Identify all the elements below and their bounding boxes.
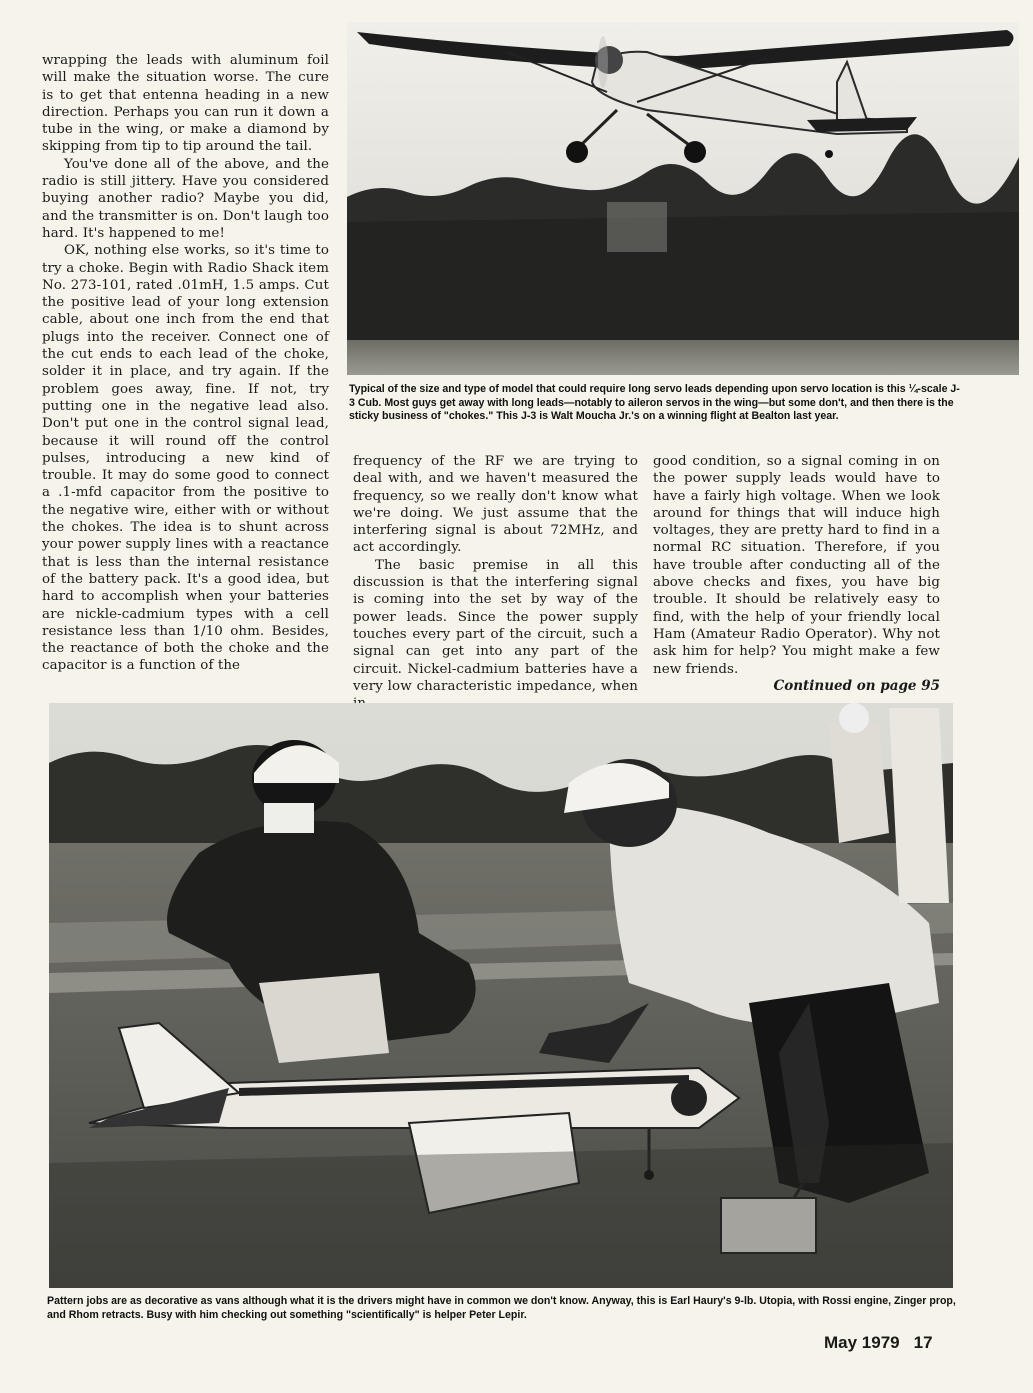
continued-on-label: Continued on page 95 [773, 678, 940, 694]
j3-cub-photo [347, 22, 1019, 375]
page-footer [824, 1333, 933, 1353]
article-column-1 [42, 52, 329, 675]
paragraph: wrapping the leads with aluminum foil will make the situation worse. The cure is to get that entenna heading in a new direction. Perhaps you can run it down a tube in the wing, or make a diamond by skipping from tip to tip around the tail. [42, 53, 329, 155]
pattern-plane-photo-caption: Pattern jobs are as decorative as vans although what it is the drivers might have in common we don't know. Anyway, this is Earl Haury's 9-lb. Utopia, with Rossi engine, Zinger prop, and Rhom retracts. Busy with him checking out something "scientifically" is helper Peter Lepir. [47, 1295, 956, 1321]
pattern-plane-photo-illustration [49, 703, 953, 1288]
pattern-plane-photo [49, 703, 953, 1288]
paragraph: You've done all of the above, and the radio is still jittery. Have you considered buying another radio? Maybe you did, and the transmitter is on. Don't laugh too hard. It's happened to me! [42, 156, 329, 241]
paragraph: OK, nothing else works, so it's time to try a choke. Begin with Radio Shack item No. 273-101, rated .01mH, 1.5 amps. Cut the positive lead of your long extension cable, about one inch from the end that plugs into the receiver. Connect one of the cut ends to each lead of the choke, solder it in place, and try again. If the problem goes away, fine. If not, try putting one in the negative lead also. Don't put one in the control signal lead, because it will round off the control pulses, introducing a new kind of trouble. It may do some good to connect a .1-mfd capacitor from the positive to the negative wire, either with or without the chokes. The idea is to shunt across your power supply lines with a reactance that is less than the internal resistance of the battery pack. It's a good idea, but hard to accomplish when your batteries are nickle-cadmium types with a cell resistance less than 1/10 ohm. Besides, the reactance of both the choke and the capacitor is a function of the [42, 243, 329, 674]
article-column-3 [653, 453, 940, 678]
paragraph: The basic premise in all this discussion is that the interfering signal is coming into the set by way of the power leads. Since the power supply touches every part of the circuit, such a signal can get into any part of the circuit. Nickel-cadmium batteries have a very low characteristic impedance, when [353, 557, 638, 694]
article-column-2 [353, 453, 638, 712]
paragraph: frequency of the RF we are trying to deal with, and we haven't measured the frequency, so we really don't know what we're doing. We just assume that the interfering signal is about 72MHz, and act accordingly. [353, 454, 638, 556]
paragraph: good condition, so a signal coming in on the power supply leads would have to have a fairly high voltage. When we look around for things that will induce high voltages, they are pretty hard to find in a normal RC situation. Therefore, if you have trouble after conducting all of the above checks and fixes, you have big trouble. It should be relatively easy to find, with the help of your friendly local Ham (Amateur Radio Operator). Why not ask him for help? You might make a few new friends. [653, 454, 940, 677]
j3-cub-photo-illustration [347, 22, 1019, 375]
page-number: 17 [913, 1333, 933, 1352]
issue-date: May 1979 [824, 1333, 900, 1352]
j3-cub-photo-caption: Typical of the size and type of model that could require long servo leads depending upon servo location is this ¼-scale J-3 Cub. Most guys get away with long leads—notably to aileron servos in the wing—but some don't, and then there is the sticky business of "chokes." This J-3 is Walt Moucha Jr.'s on a winning flight at Bealton last year. [349, 383, 960, 423]
